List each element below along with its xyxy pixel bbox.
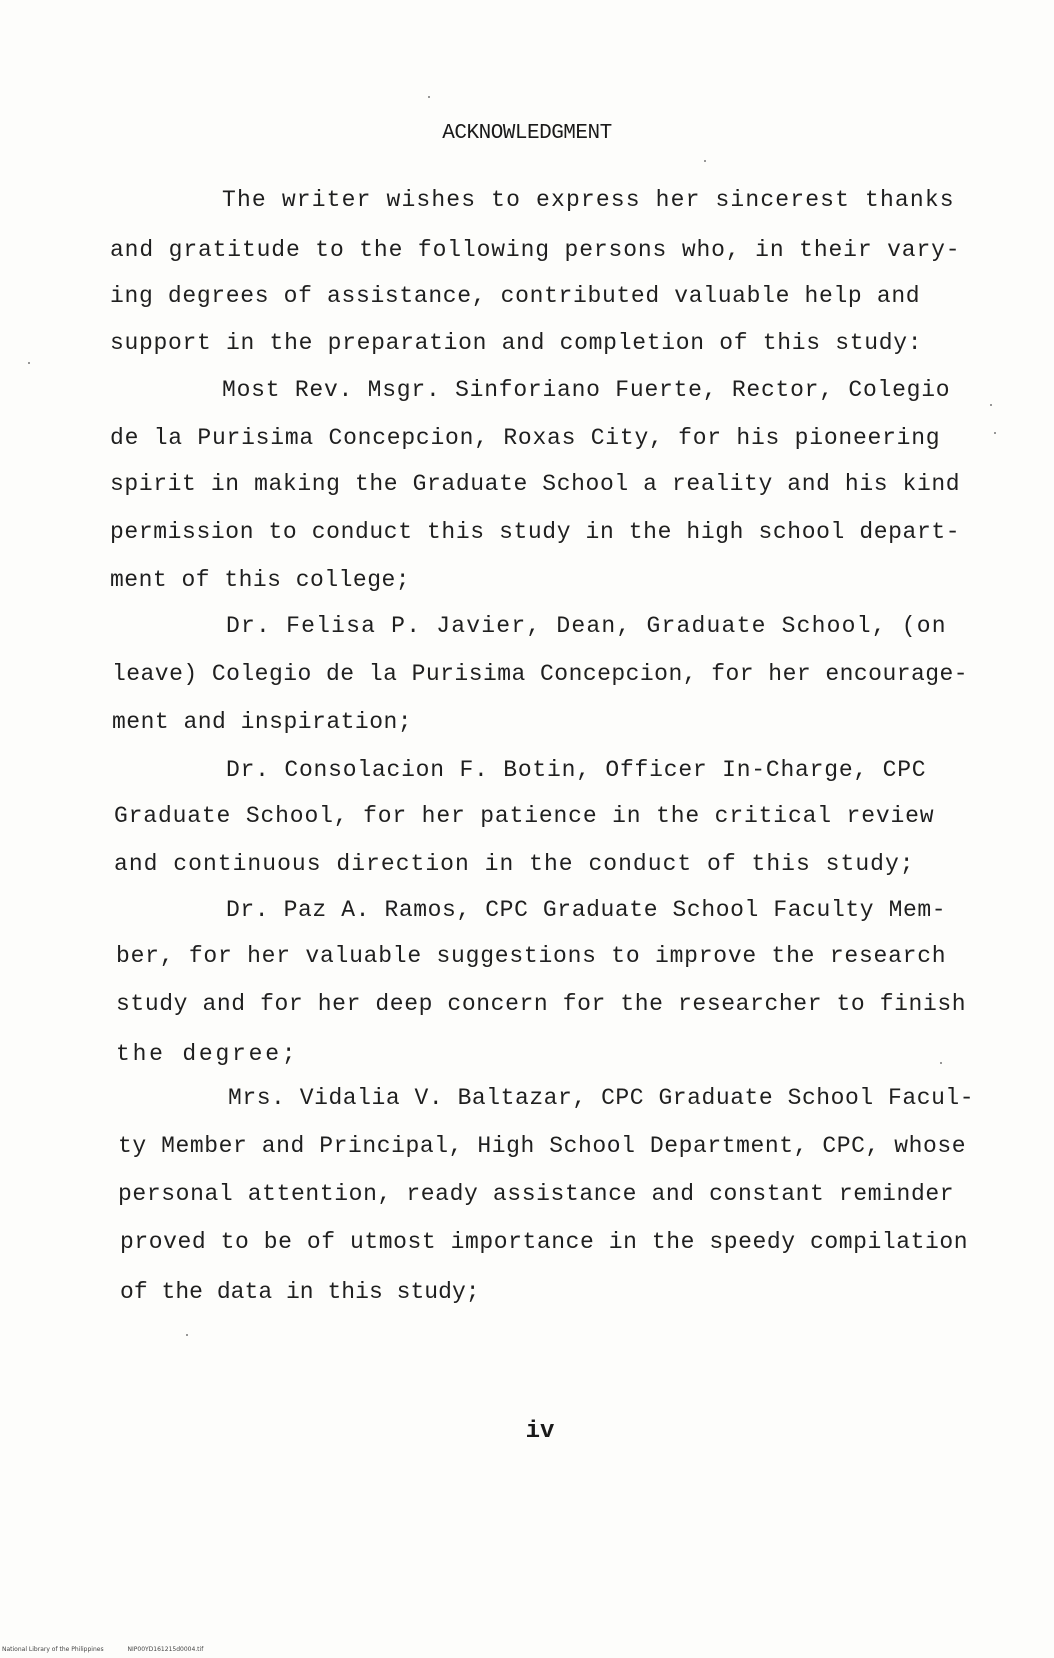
text-line: Graduate School, for her patience in the critical review	[114, 803, 935, 829]
text-line: The writer wishes to express her sincerest thanks	[222, 187, 955, 213]
text-line: permission to conduct this study in the high school depart-	[110, 519, 961, 545]
text-line: leave) Colegio de la Purisima Concepcion, for her encourage-	[112, 661, 969, 687]
text-line: and gratitude to the following persons who, in their vary-	[110, 237, 961, 263]
scan-footer	[2, 1646, 225, 1653]
text-line: Dr. Consolacion F. Botin, Officer In-Charge, CPC	[226, 757, 927, 783]
page-title: ACKNOWLEDGMENT	[442, 122, 612, 145]
scan-speck	[704, 160, 706, 162]
text-line: proved to be of utmost importance in the speedy compilation	[120, 1229, 969, 1255]
scan-speck	[186, 1334, 188, 1336]
scan-speck	[428, 96, 430, 98]
text-line: of the data in this study;	[120, 1279, 480, 1305]
footer-library: National Library of the Philippines	[2, 1646, 104, 1653]
scan-speck	[990, 404, 992, 406]
text-line: ing degrees of assistance, contributed valuable help and	[110, 283, 921, 309]
text-line: ty Member and Principal, High School Department, CPC, whose	[118, 1133, 967, 1159]
text-line: study and for her deep concern for the researcher to finish	[116, 991, 967, 1017]
text-line: Dr. Paz A. Ramos, CPC Graduate School Faculty Mem-	[226, 897, 947, 923]
text-line: support in the preparation and completion of this study:	[110, 330, 923, 356]
text-line: ber, for her valuable suggestions to improve the research	[116, 943, 947, 969]
scan-speck	[994, 432, 996, 434]
footer-file: NIP00YD161215d0004.tif	[127, 1646, 204, 1653]
text-line: spirit in making the Graduate School a reality and his kind	[110, 471, 961, 497]
text-line: Dr. Felisa P. Javier, Dean, Graduate School, (on	[226, 613, 947, 639]
scan-speck	[28, 362, 30, 364]
text-line: the degree;	[116, 1041, 299, 1067]
text-line: de la Purisima Concepcion, Roxas City, for his pioneering	[110, 425, 941, 451]
text-line: Most Rev. Msgr. Sinforiano Fuerte, Rector, Colegio	[222, 377, 951, 403]
page-number: iv	[525, 1418, 555, 1445]
text-line: personal attention, ready assistance and constant reminder	[118, 1181, 955, 1207]
scan-speck	[940, 1062, 942, 1064]
text-line: ment of this college;	[110, 567, 411, 593]
text-line: Mrs. Vidalia V. Baltazar, CPC Graduate School Facul-	[228, 1085, 975, 1111]
text-line: ment and inspiration;	[112, 709, 413, 735]
text-line: and continuous direction in the conduct of this study;	[114, 851, 915, 877]
